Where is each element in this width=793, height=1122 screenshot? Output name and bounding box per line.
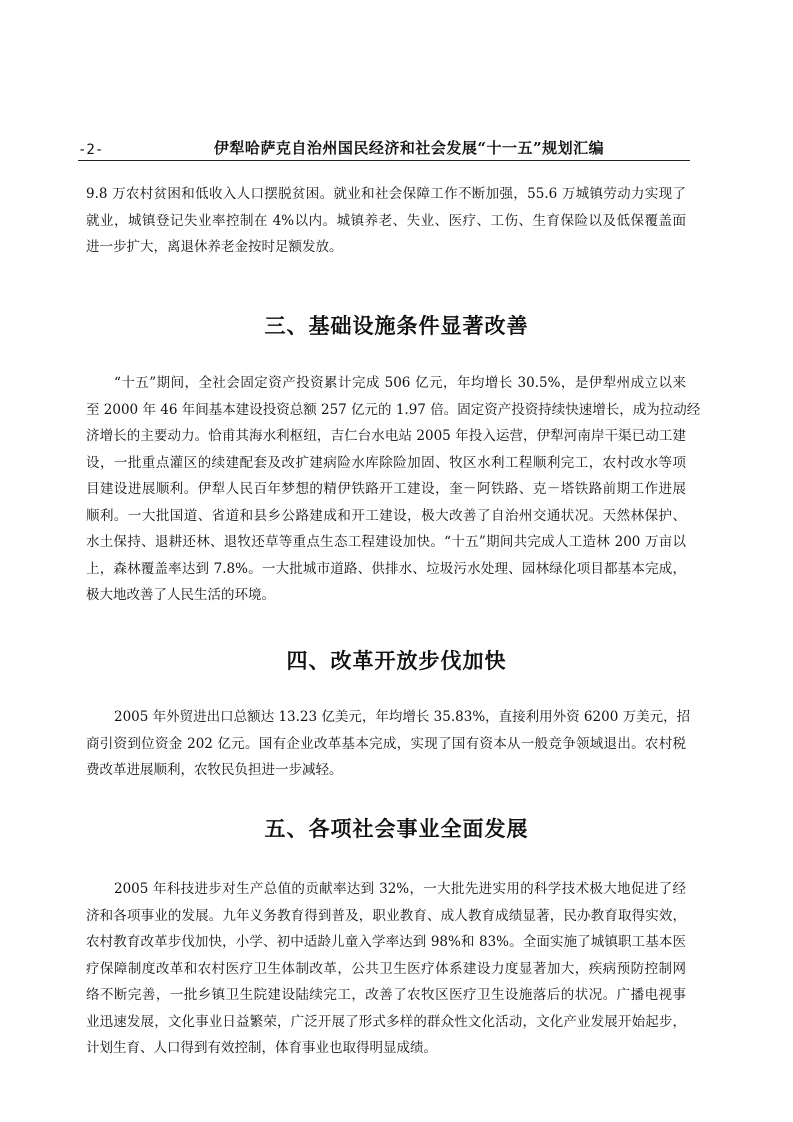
header-rule xyxy=(78,160,690,161)
paragraph-infrastructure xyxy=(86,370,701,609)
paragraph-reform xyxy=(86,704,691,784)
text-line: 极大地改善了人民生活的环境。 xyxy=(86,587,275,603)
header-title: 伊犁哈萨克自治州国民经济和社会发展“十一五”规划汇编 xyxy=(213,139,605,157)
text-line: 目建设进展顺利。伊犁人民百年梦想的精伊铁路开工建设，奎－阿铁路、克－塔铁路前期工作进展 xyxy=(86,481,686,497)
text-line: 上，森林覆盖率达到 7.8%。一大批城市道路、供排水、垃圾污水处理、园林绿化项目都基本完成， xyxy=(86,560,686,577)
paragraph-employment xyxy=(86,181,686,261)
text-line: 就业，城镇登记失业率控制在 4%以内。城镇养老、失业、医疗、工伤、生育保险以及低保覆盖面 xyxy=(86,212,686,229)
text-line: 水土保持、退耕还林、退牧还草等重点生态工程建设加快。“十五”期间共完成人工造林 200 万亩以 xyxy=(86,534,686,550)
text-line: “十五”期间，全社会固定资产投资累计完成 506 亿元，年均增长 30.5%，是伊犁州成立以来 xyxy=(114,375,686,391)
page-number: -2- xyxy=(78,142,104,158)
text-line: 2005 年外贸进出口总额达 13.23 亿美元，年均增长 35.83%，直接利用外资 6200 万美元，招 xyxy=(114,709,691,725)
text-line: 济增长的主要动力。恰甫其海水利枢纽，吉仁台水电站 2005 年投入运营，伊犁河南岸干渠已动工建 xyxy=(86,428,686,444)
text-line: 济和各项事业的发展。九年义务教育得到普及，职业教育、成人教育成绩显著，民办教育取得实效， xyxy=(86,907,686,924)
text-line: 疗保障制度改革和农村医疗卫生体制改革，公共卫生医疗体系建设力度显著加大，疾病预防控制网 xyxy=(86,960,686,977)
section-heading-infrastructure: 三、基础设施条件显著改善 xyxy=(264,314,529,338)
text-line: 9.8 万农村贫困和低收入人口摆脱贫困。就业和社会保障工作不断加强，55.6 万城镇劳动力实现了 xyxy=(86,186,686,202)
text-line: 2005 年科技进步对生产总值的贡献率达到 32%，一大批先进实用的科学技术极大地促进了经 xyxy=(114,881,686,897)
text-line: 费改革进展顺利，农牧民负担进一步减轻。 xyxy=(86,762,343,778)
running-header xyxy=(78,134,690,158)
section-heading-reform: 四、改革开放步伐加快 xyxy=(286,649,507,673)
text-line: 顺利。一大批国道、省道和县乡公路建成和开工建设，极大改善了自治州交通状况。天然林保护、 xyxy=(86,507,686,524)
text-line: 计划生育、人口得到有效控制，体育事业也取得明显成绩。 xyxy=(86,1040,437,1056)
paragraph-social xyxy=(86,876,686,1062)
text-line: 业迅速发展，文化事业日益繁荣，广泛开展了形式多样的群众性文化活动，文化产业发展开始起步， xyxy=(86,1013,686,1030)
text-line: 商引资到位资金 202 亿元。国有企业改革基本完成，实现了国有资本从一般竞争领域退出。农村税 xyxy=(86,735,686,752)
text-line: 至 2000 年 46 年间基本建设投资总额 257 亿元的 1.97 倍。固定资产投资持续快速增长，成为拉动经 xyxy=(86,401,701,418)
text-line: 进一步扩大，离退休养老金按时足额发放。 xyxy=(86,239,343,255)
text-line: 络不断完善，一批乡镇卫生院建设陆续完工，改善了农牧区医疗卫生设施落后的状况。广播电视事 xyxy=(86,987,686,1003)
text-line: 设，一批重点灌区的续建配套及改扩建病险水库除险加固、牧区水利工程顺利完工，农村改水等项 xyxy=(86,454,686,471)
section-heading-social: 五、各项社会事业全面发展 xyxy=(264,817,529,841)
text-line: 农村教育改革步伐加快，小学、初中适龄儿童入学率达到 98%和 83%。全面实施了城镇职工基本医 xyxy=(86,934,686,950)
